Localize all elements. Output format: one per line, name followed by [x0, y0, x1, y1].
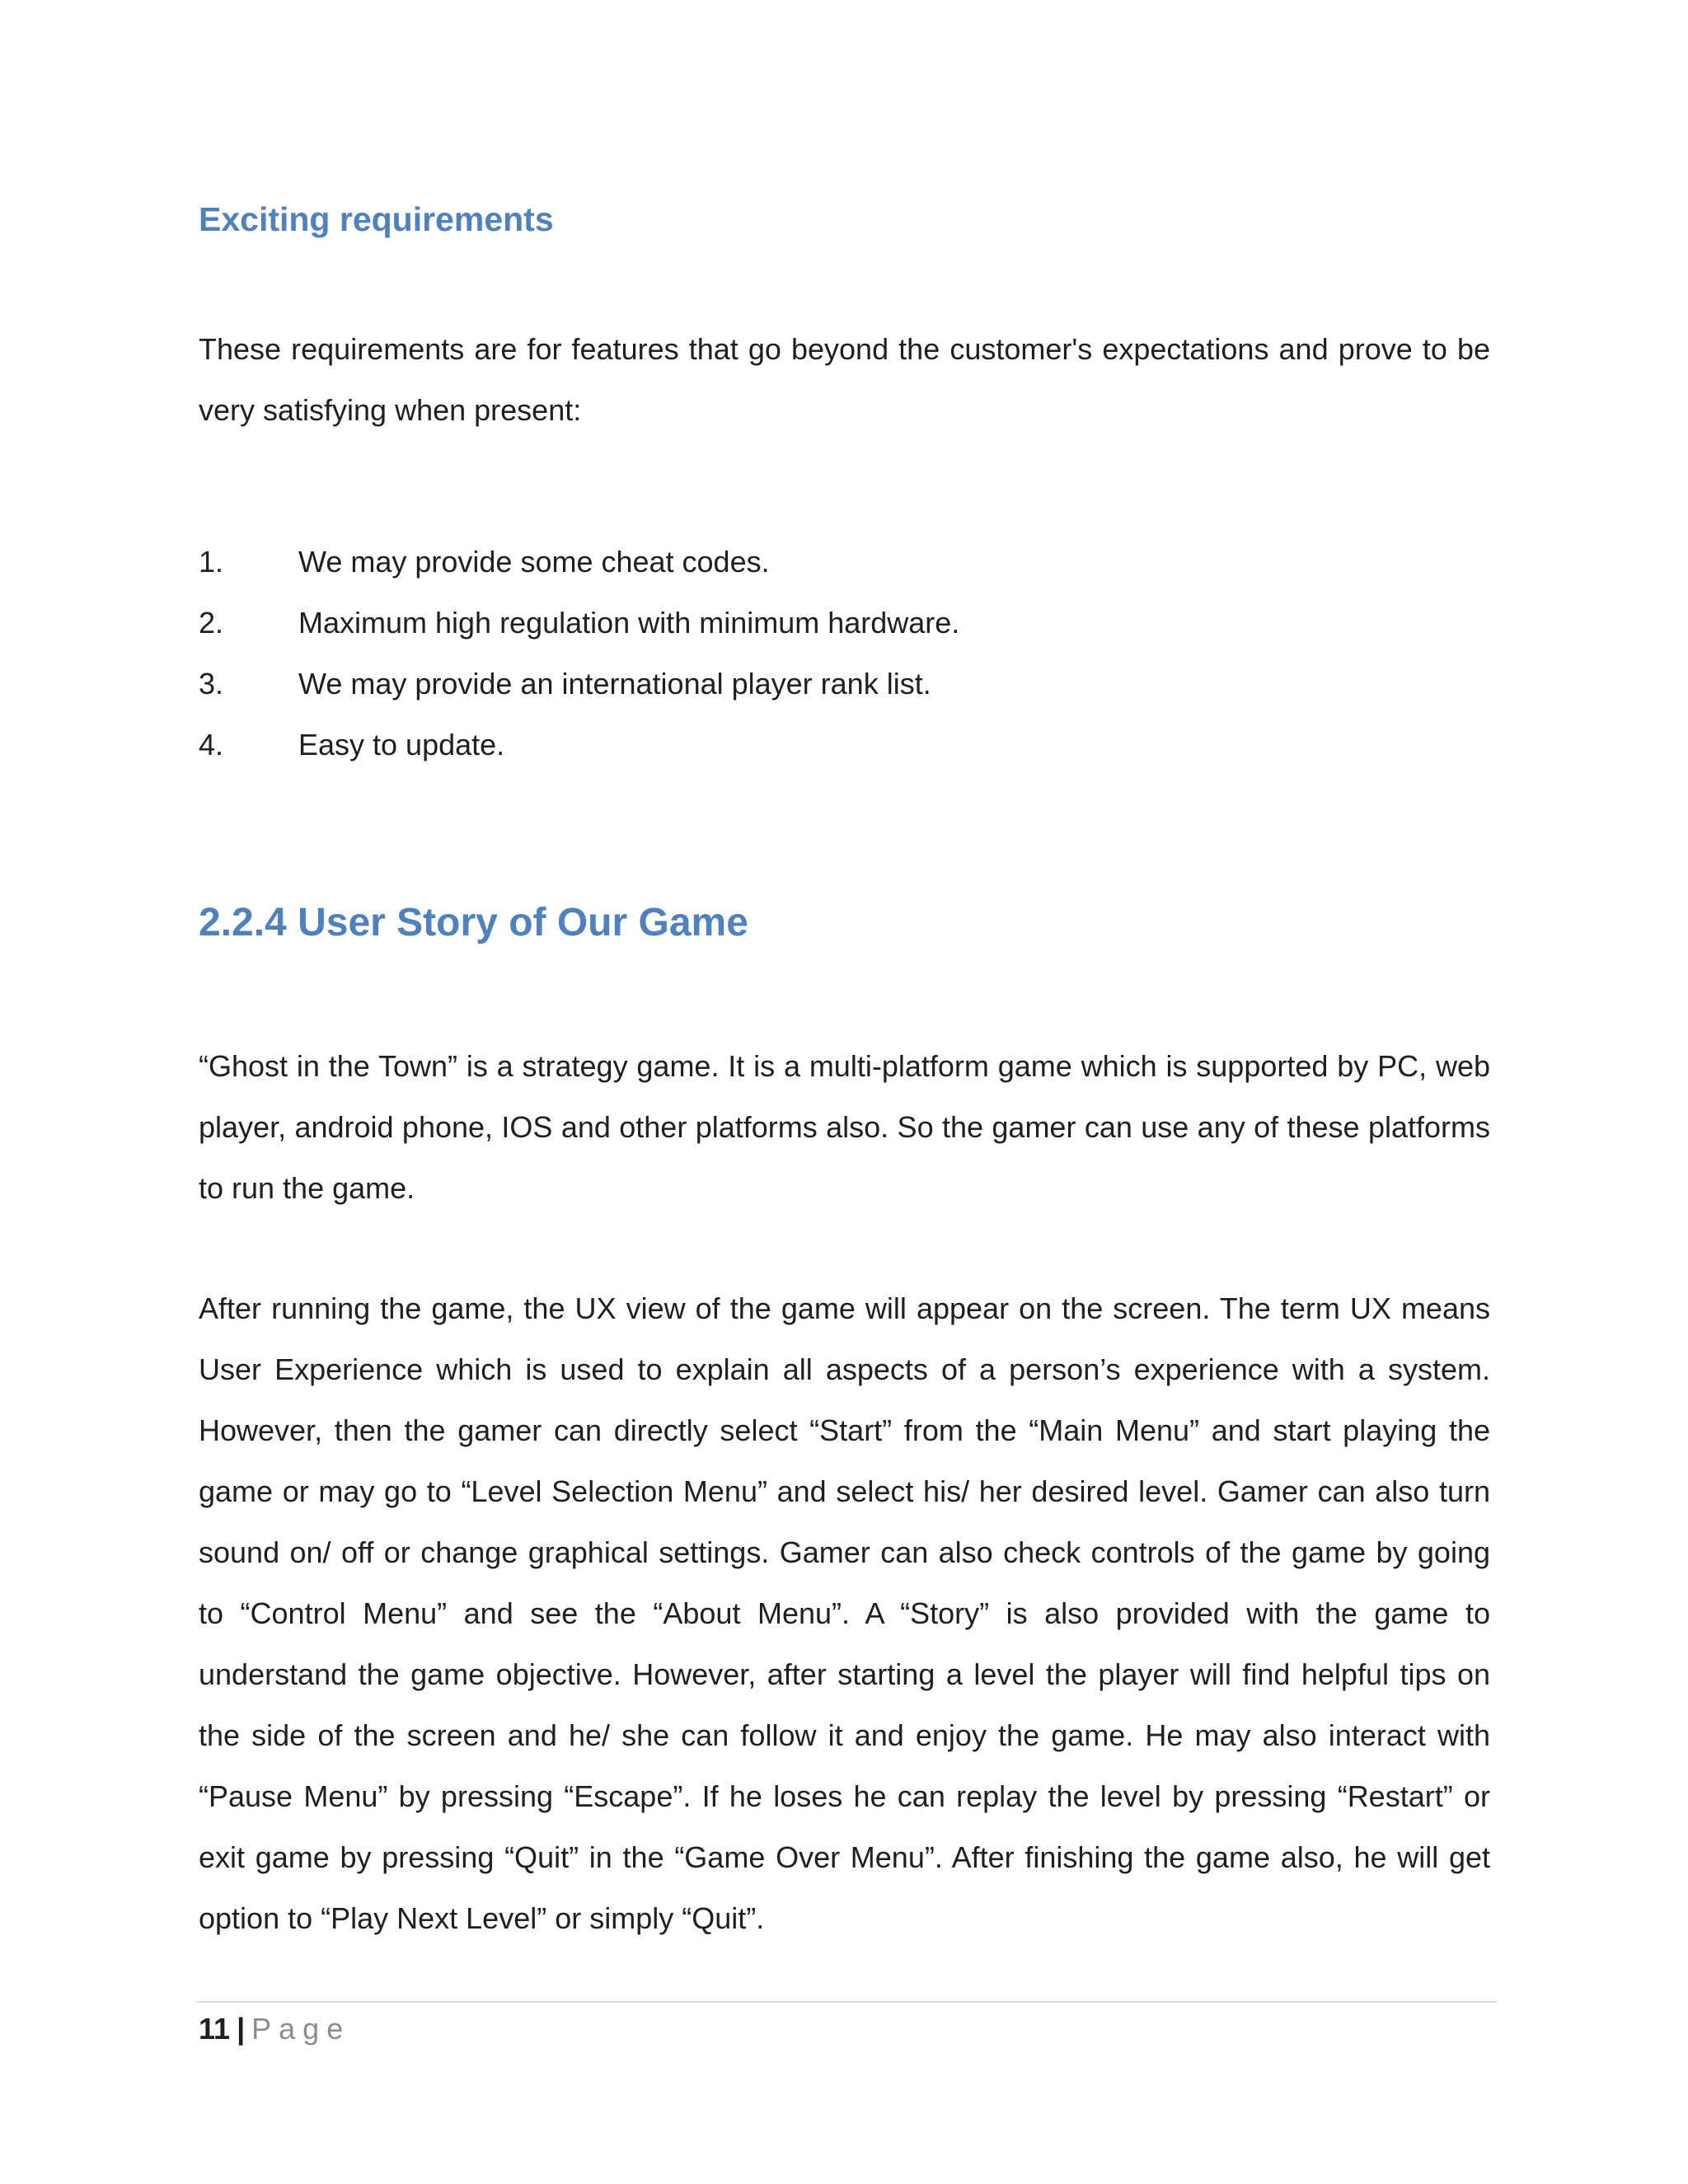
story-paragraph-1: “Ghost in the Town” is a strategy game. It is a multi-platform game which is supported by PC, web player, android phone, IOS and other platforms also. So the gamer can use any of these platforms to run the game.	[199, 1049, 1490, 1205]
page-number: 11	[199, 2012, 231, 2046]
footer-divider	[196, 2001, 1497, 2003]
list-item	[199, 654, 959, 715]
list-item	[199, 715, 959, 776]
footer-separator: |	[237, 2012, 246, 2046]
list-item-number: 1.	[199, 545, 224, 579]
list-item-text: We may provide an international player rank list.	[298, 667, 931, 701]
list-item-text: We may provide some cheat codes.	[298, 545, 770, 579]
list-item-text: Easy to update.	[298, 728, 505, 762]
list-item-number: 3.	[199, 667, 224, 701]
page-label: Page	[251, 2012, 351, 2046]
story-paragraph-2: After running the game, the UX view of the game will appear on the screen. The term UX means User Experience which is used to explain all aspects of a person’s experience with a system. However, then the gamer can directly select “Start” from the “Main Menu” and start playing the game or may go to “Level Selection Menu” and select his/ her desired level. Gamer can also turn sound on/ off or change graphical settings. Gamer can also check controls of the game by going to “Control Menu” and see the “About Menu”. A “Story” is also provided with the game to understand the game objective. However, after starting a level the player will find helpful tips on the side of the screen and he/ she can follow it and enjoy the game. He may also interact with “Pause Menu” by pressing “Escape”. If he loses he can replay the level by pressing “Restart” or exit game by pressing “Quit” in the “Game Over Menu”. After finishing the game also, he will get option to “Play Next Level” or simply “Quit”.	[199, 1291, 1490, 1935]
list-item	[199, 593, 959, 654]
story-heading: 2.2.4 User Story of Our Game	[199, 901, 748, 944]
list-item-text: Maximum high regulation with minimum hardware.	[298, 606, 960, 640]
list-item	[199, 532, 959, 593]
section-heading: Exciting requirements	[199, 200, 554, 238]
list-item-number: 2.	[199, 606, 224, 640]
section-intro: These requirements are for features that go beyond the customer's expectations and prove to be very satisfying when present:	[199, 332, 1490, 427]
page-footer	[199, 2006, 350, 2052]
requirements-list	[199, 532, 959, 776]
list-item-number: 4.	[199, 728, 224, 762]
